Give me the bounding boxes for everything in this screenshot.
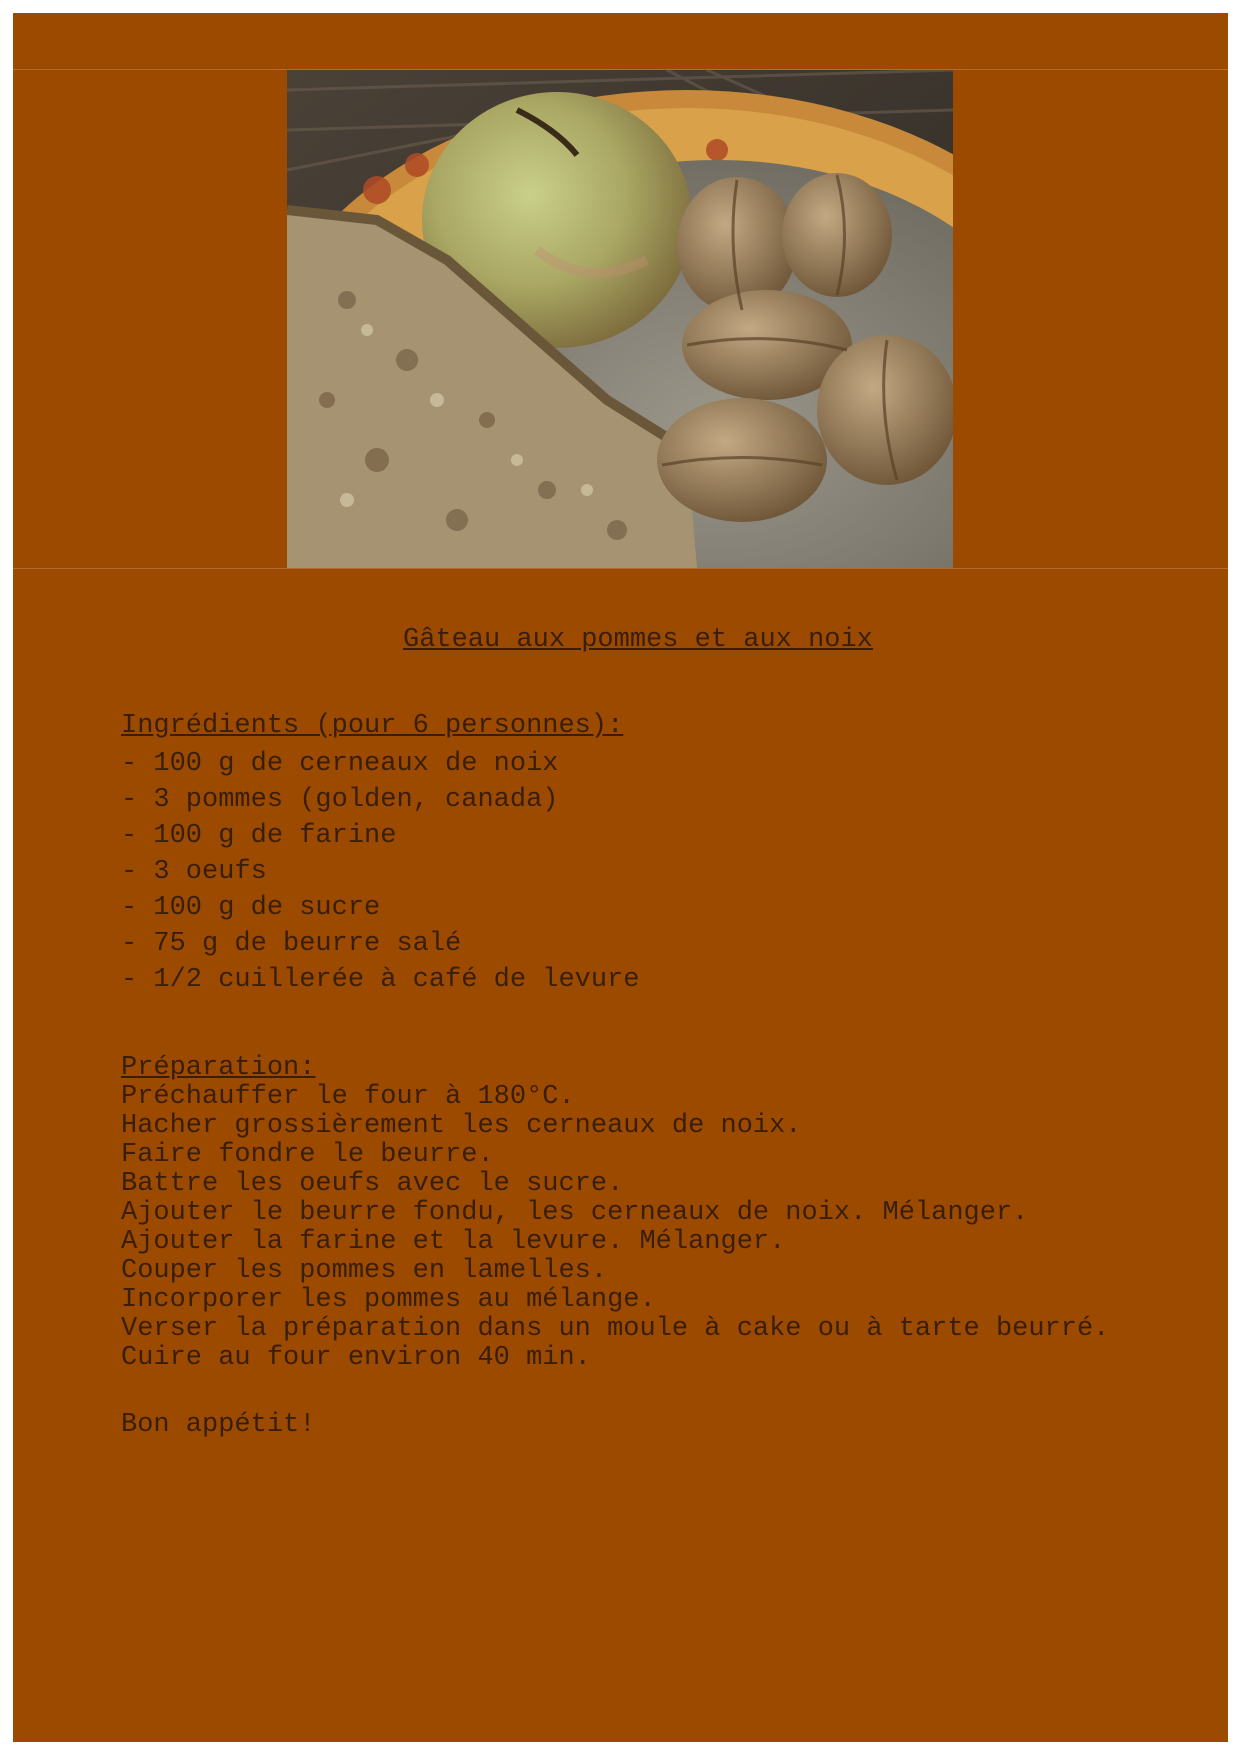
ingredients-heading: Ingrédients (pour 6 personnes):	[121, 711, 624, 741]
preparation-step: Battre les oeufs avec le sucre.	[121, 1169, 624, 1199]
preparation-step: Incorporer les pommes au mélange.	[121, 1285, 656, 1315]
preparation-step: Verser la préparation dans un moule à cake ou à tarte beurré.	[121, 1314, 1110, 1344]
bottom-divider	[13, 568, 1228, 569]
preparation-step: Hacher grossièrement les cerneaux de noix.	[121, 1111, 802, 1141]
ingredient-item: - 3 pommes (golden, canada)	[121, 785, 559, 815]
recipe-title: Gâteau aux pommes et aux noix	[403, 625, 873, 655]
recipe-page	[13, 13, 1228, 1742]
preparation-steps	[121, 1083, 1109, 1373]
preparation-step: Couper les pommes en lamelles.	[121, 1256, 608, 1286]
cake-apple-walnuts-illustration	[287, 70, 953, 568]
preparation-step: Préchauffer le four à 180°C.	[121, 1082, 575, 1112]
preparation-heading: Préparation:	[121, 1053, 316, 1083]
ingredient-item: - 75 g de beurre salé	[121, 929, 462, 959]
ingredient-item: - 100 g de cerneaux de noix	[121, 749, 559, 779]
preparation-step: Ajouter le beurre fondu, les cerneaux de noix. Mélanger.	[121, 1198, 1029, 1228]
preparation-step: Cuire au four environ 40 min.	[121, 1343, 591, 1373]
recipe-photo	[287, 70, 953, 568]
ingredients-list	[121, 746, 639, 998]
preparation-step: Ajouter la farine et la levure. Mélanger.	[121, 1227, 786, 1257]
ingredient-item: - 100 g de farine	[121, 821, 397, 851]
closing-note: Bon appétit!	[121, 1410, 316, 1440]
ingredient-item: - 1/2 cuillerée à café de levure	[121, 965, 640, 995]
ingredient-item: - 3 oeufs	[121, 857, 267, 887]
ingredient-item: - 100 g de sucre	[121, 893, 381, 923]
preparation-step: Faire fondre le beurre.	[121, 1140, 494, 1170]
